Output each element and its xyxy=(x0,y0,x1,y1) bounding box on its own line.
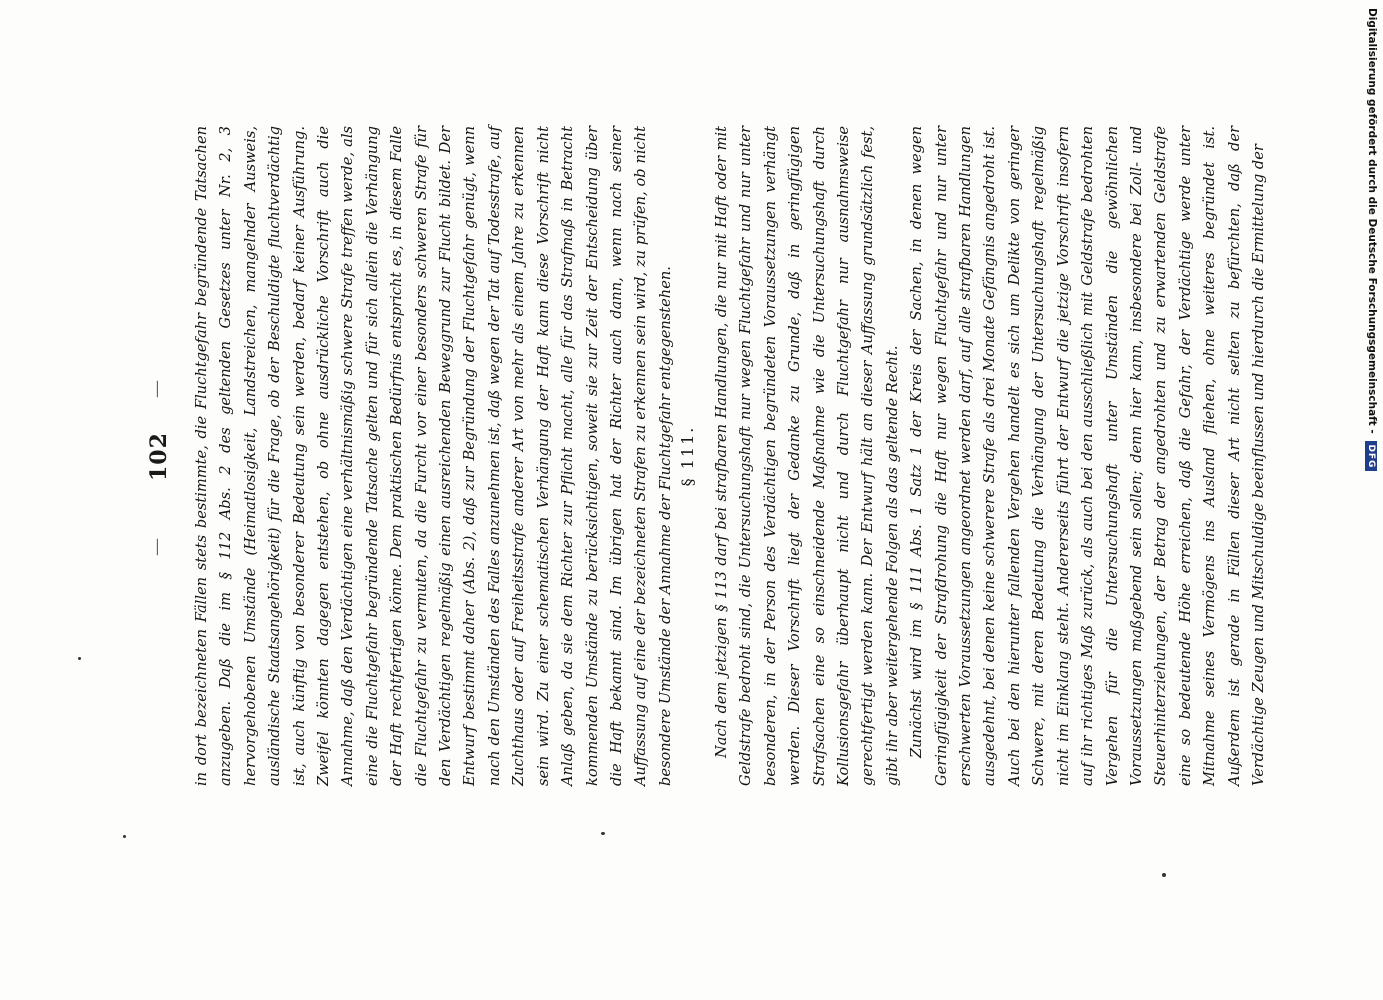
credit-text: Digitalisierung gefördert durch die Deutsche Forschungsgemeinschaft - xyxy=(1366,8,1378,434)
paragraph-section-intro-text: Nach dem jetzigen § 113 darf bei strafbaren Handlungen, die nur mit Haft oder mit Geldstrafe bedroht sind, die Untersuchungshaft nur wegen Fluchtgefahr und nur unter besonderen, in der Person des Verdächtigen begründeten Voraussetzungen verhängt werden. Dieser Vorschrift liegt der Gedanke zu Grunde, daß in geringfügigen Strafsachen eine so einschneidende Maßnahme wie die Untersuchungshaft durch Kollusionsgefahr überhaupt nicht und durch Fluchtgefahr nur ausnahmsweise gerechtfertigt werden kann. Der Entwurf hält an dieser Auffassung grundsätzlich fest, gibt ihr aber weitergehende Folgen als das geltende Recht. xyxy=(713,126,901,786)
paragraph-continuation: in dort bezeichneten Fällen stets bestimmte, die Fluchtgefahr begründende Tatsachen anzugeben. Daß die im § 112 Abs. 2 des geltenden Gesetzes unter Nr. 2, 3 hervorgehobenen Umstände (Heimatlosigkeit, Landstreichen, mangelnder Ausweis, ausländische Staatsangehörigkeit) für die Frage, ob der Beschuldigte fluchtverdächtig ist, auch künftig von besonderer Bedeutung sein werden, bedarf keiner Ausführung. Zweifel könnten dagegen entstehen, ob ohne ausdrückliche Vorschrift auch die Annahme, daß den Verdächtigen eine verhältnismäßig schwere Strafe treffen werde, als eine die Fluchtgefahr begründende Tatsache gelten und für sich allein die Verhängung der Haft rechtfertigen könne. Dem praktischen Bedürfnis entspricht es, in diesem Falle die Fluchtgefahr zu vermuten, da die Furcht vor einer besonders schweren Strafe für den Verdächtigen regelmäßig einen ausreichenden Beweggrund zur Flucht bildet. Der Entwurf bestimmt daher (Abs. 2), daß zur Begründung der Fluchtgefahr genügt, wenn nach den Umständen des Falles anzunehmen ist, daß wegen der Tat auf Todesstrafe, auf Zuchthaus oder auf Freiheitsstrafe anderer Art von mehr als einem Jahre zu erkennen sein wird. Zu einer schematischen Verhängung der Haft kann diese Vorschrift nicht Anlaß geben, da sie dem Richter zur Pflicht macht, alle für das Strafmaß in Betracht kommenden Umstände zu berücksichtigen, soweit sie zur Zeit der Entscheidung über die Haft bekannt sind. Im übrigen hat der Richter auch dann, wenn nach seiner Auffassung auf eine der bezeichneten Strafen zu erkennen sein wird, zu prüfen, ob nicht besondere Umstände der Annahme der Fluchtgefahr entgegenstehen. xyxy=(193,126,674,786)
rotated-text-block xyxy=(140,126,1267,786)
scan-speck xyxy=(1162,873,1166,877)
credit-line xyxy=(1360,8,1378,788)
paragraph-section-detail: Zunächst wird im § 111 Abs. 1 Satz 1 der Kreis der Sachen, in denen wegen Geringfügigkeit der Strafdrohung die Haft nur wegen Fluchtgefahr und nur unter erschwerten Voraussetzungen angeordnet werden darf, auf alle strafbaren Handlungen ausgedehnt, bei denen keine schwerere Strafe als drei Monate Gefängnis angedroht ist. Auch bei den hierunter fallenden Vergehen handelt es sich um Delikte von geringer Schwere, mit deren Bedeutung die Verhängung der Untersuchungshaft regelmäßig nicht im Einklang steht. Andererseits führt der Entwurf die jetzige Vorschrift insofern auf ihr richtiges Maß zurück, als auch bei den ausschließlich mit Geldstrafe bedrohten Vergehen für die Untersuchungshaft unter Umständen die gewöhnlichen Voraussetzungen maßgebend sein sollen; denn hier kann, insbesondere bei Zoll- und Steuerhinterziehungen, der Betrag der angedrohten und zu erwartenden Geldstrafe eine so bedeutende Höhe erreichen, daß die Gefahr, der Verdächtige werde unter Mitnahme seines Vermögens ins Ausland fliehen, ohne weiteres begründet ist. Außerdem ist gerade in Fällen dieser Art nicht selten zu befürchten, daß der Verdächtige Zeugen und Mitschuldige beeinflussen und hierdurch die Ermittelung der xyxy=(908,126,1267,786)
section-heading: § 111. xyxy=(678,425,697,487)
dfg-logo: DFG xyxy=(1365,441,1377,471)
header-dash-right: — xyxy=(146,380,167,398)
page-header xyxy=(140,126,180,786)
scan-speck xyxy=(123,835,126,838)
scan-speck xyxy=(78,657,81,660)
paragraph-section-intro xyxy=(710,126,1271,786)
page-number: 102 xyxy=(146,432,172,481)
header-dash-left: — xyxy=(146,538,167,556)
digitization-credit xyxy=(1360,8,1378,998)
scan-speck xyxy=(601,832,605,835)
